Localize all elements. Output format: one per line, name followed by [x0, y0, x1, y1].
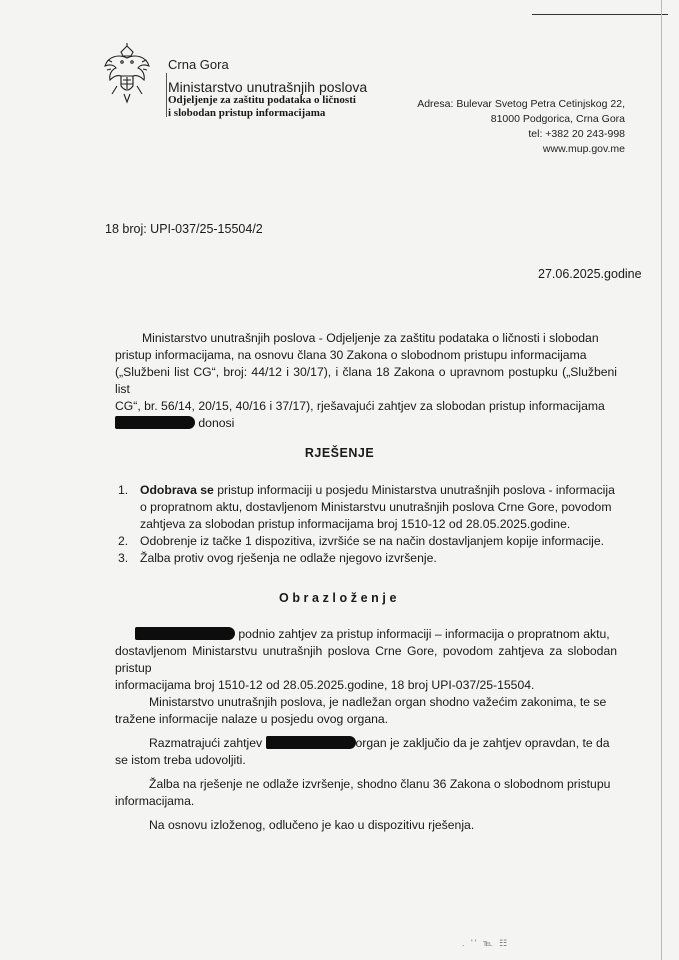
redaction-mark [266, 736, 356, 749]
department-name: Odjeljenje za zaštitu podataka o ličnosti i slobodan pristup informacijama [168, 94, 356, 119]
header-divider [166, 73, 167, 117]
ministry-name: Ministarstvo unutrašnjih poslova [168, 79, 368, 95]
country-name: Crna Gora [168, 57, 229, 72]
web-line: www.mup.gov.me [542, 143, 625, 155]
document-date: 27.06.2025.godine [538, 267, 642, 281]
top-rule [532, 14, 668, 15]
coat-of-arms-icon [102, 42, 152, 106]
address-block [417, 97, 625, 157]
list-item: 2. Odobrenje iz tačke 1 dispozitiva, izvršiće se na način dostavljanjem kopije informacije. [118, 534, 605, 548]
list-item: 1. Odobrava se pristup informaciji u posjedu Ministarstva unutrašnjih poslova - informacija o propratnom aktu, dostavljenom Ministarstvu unutrašnjih poslova Crne Gore, povodom zahtjeva za slobodan pristup informacijama broj 1510-12 od 28.05.2025.godine. [118, 483, 615, 531]
redaction-mark [115, 416, 195, 429]
phone-line: tel: +382 20 243-998 [528, 128, 625, 140]
reference-number: 18 broj: UPI-037/25-15504/2 [105, 222, 263, 236]
redaction-mark [135, 627, 235, 640]
intro-paragraph: Ministarstvo unutrašnjih poslova - Odjeljenje za zaštitu podataka o ličnosti i slobodan pristup informacijama, na osnovu člana 30 Zakona o slobodnom pristupu informacijama („Službeni list CG“, broj: 44/12 i 30/17), i člana 18 Zakona o upravnom postupku („Službeni list CG“, br. 56/14, 20/15, 40/16 i 37/17), rješavajući zahtjev za slobodan pristup informacijama donosi [115, 331, 617, 430]
city-line: 81000 Podgorica, Crna Gora [490, 113, 625, 125]
scan-marks: . '' ℡ ☷ [462, 938, 510, 948]
dispositive-list [118, 482, 618, 567]
reasoning-section: podnio zahtjev za pristup informaciji – informacija o propratnom aktu, dostavljenom Ministarstvu unutrašnjih poslova Crne Gore, povodom zahtjeva za slobodan pristup informacijama broj 1510-12 od 28.05.2025.godine, 18 broj UPI-037/25-15504. Ministarstvo unutrašnjih poslova, je nadležan organ shodno važećim zakonima, te se tražene informacije nalaze u posjedu ovog organa. Razmatrajući zahtjev organ je zaključio da je zahtjev opravdan, te da se istom treba udovoljiti. Žalba na rješenje ne odlaže izvršenje, shodno članu 36 Zakona o slobodnom pristupu informacijama. Na osnovu izloženog, odlučeno je kao u dispozitivu rješenja. [115, 627, 617, 832]
list-item: 3. Žalba protiv ovog rješenja ne odlaže njegovo izvršenje. [118, 551, 437, 565]
decision-title: RJEŠENJE [304, 446, 375, 460]
reasoning-title: Obrazloženje [279, 591, 400, 605]
address-line: Adresa: Bulevar Svetog Petra Cetinjskog 22, [417, 98, 625, 110]
page-edge-line [661, 0, 662, 960]
